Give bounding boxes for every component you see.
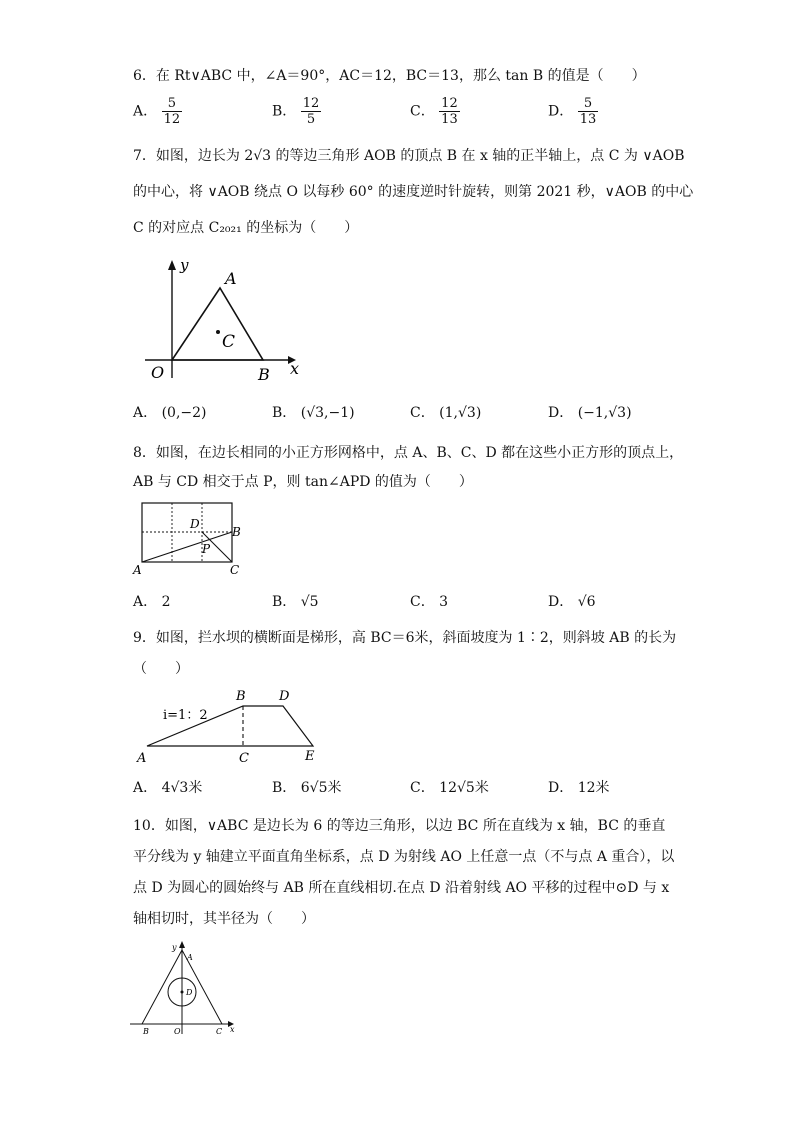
q7-b-label: B	[258, 365, 270, 384]
q8-option-c-label: C．	[410, 594, 435, 610]
q8-option-c[interactable]	[410, 592, 448, 612]
q8-option-b[interactable]	[272, 592, 319, 612]
q8-grid-border	[142, 503, 232, 562]
q7-option-b-label: B．	[272, 405, 297, 421]
q7-option-a-value: (0,−2)	[161, 405, 207, 421]
q9-option-b-label: B．	[272, 780, 297, 796]
q7-option-b-value: (√3,−1)	[300, 405, 355, 421]
q6-option-c-fraction: $\frac{12}{13}$	[441, 96, 458, 127]
q10-center-d	[181, 991, 184, 994]
q7-triangle-aob	[172, 288, 263, 360]
q10-d-label: D	[186, 988, 193, 997]
q8-option-d[interactable]	[548, 592, 596, 612]
q9-option-d-value: 12米	[577, 780, 610, 796]
q10-x-label: x	[230, 1025, 235, 1034]
q8-a-label: A	[133, 563, 142, 577]
q10-a-label: A	[187, 953, 193, 962]
q8-figure	[130, 498, 250, 578]
q8-option-a-value: 2	[161, 594, 171, 610]
q9-a-label: A	[137, 751, 147, 766]
q7-option-c[interactable]	[410, 403, 481, 423]
q6-option-a[interactable]	[133, 96, 182, 127]
q8-option-b-value: √5	[300, 594, 319, 610]
q9-figure	[133, 686, 333, 768]
q9-option-d[interactable]	[548, 778, 610, 798]
q10-b-label: B	[143, 1027, 149, 1036]
q10-y-arrow	[179, 941, 185, 948]
q9-option-d-label: D．	[548, 780, 574, 796]
q6-option-b-label: B．	[272, 103, 297, 120]
q7-option-d-label: D．	[548, 405, 574, 421]
q8-b-label: B	[232, 525, 241, 539]
q7-line-1: 7．如图，边长为 2√3 的等边三角形 AOB 的顶点 B 在 x 轴的正半轴上，点 C 为 ∨AOB	[133, 148, 685, 164]
q8-line-2: AB 与 CD 相交于点 P，则 tan∠APD 的值为（ ）	[133, 474, 473, 490]
q8-option-d-value: √6	[577, 594, 596, 610]
q9-line-2: （ ）	[133, 661, 189, 677]
q9-e-label: E	[305, 749, 315, 764]
q8-option-a[interactable]	[133, 592, 171, 612]
q7-figure	[140, 252, 310, 387]
q7-o-label: O	[151, 363, 165, 382]
q9-option-c-label: C．	[410, 780, 435, 796]
q9-c-label: C	[239, 751, 249, 766]
q6-option-b[interactable]	[272, 96, 321, 127]
q7-option-b[interactable]	[272, 403, 355, 423]
q9-option-c-value: 12√5米	[439, 780, 489, 796]
q10-line-3: 点 D 为圆心的圆始终与 AB 所在直线相切.在点 D 沿着射线 AO 平移的过程中⊙D 与 x	[133, 880, 670, 896]
q7-option-d[interactable]	[548, 403, 632, 423]
q9-option-a[interactable]	[133, 778, 202, 798]
q7-x-label: x	[290, 359, 300, 378]
q6-option-a-label: A．	[133, 103, 158, 120]
q8-option-b-label: B．	[272, 594, 297, 610]
q7-line-2: 的中心，将 ∨AOB 绕点 O 以每秒 60° 的速度逆时针旋转，则第 2021 秒，∨AOB 的中心	[133, 184, 694, 200]
q9-option-a-value: 4√3米	[161, 780, 203, 796]
q8-option-c-value: 3	[439, 594, 449, 610]
q10-line-4: 轴相切时，其半径为（ ）	[133, 911, 315, 927]
q9-option-b[interactable]	[272, 778, 342, 798]
q10-o-label: O	[174, 1027, 181, 1036]
q10-figure	[128, 938, 248, 1038]
q7-option-d-value: (−1,√3)	[577, 405, 632, 421]
q9-line-1: 9．如图，拦水坝的横断面是梯形，高 BC＝6米，斜面坡度为 1∶2，则斜坡 AB 的长为	[133, 630, 677, 646]
q7-y-arrow	[168, 260, 176, 270]
q7-y-label: y	[180, 256, 189, 274]
q9-b-label: B	[236, 689, 246, 704]
q7-a-label: A	[225, 269, 237, 288]
q10-y-label: y	[172, 943, 177, 952]
q9-d-label: D	[279, 689, 290, 704]
q9-slope-label: i=1：2	[163, 708, 208, 723]
q7-option-c-value: (1,√3)	[439, 405, 482, 421]
q10-line-1: 10．如图，∨ABC 是边长为 6 的等边三角形，以边 BC 所在直线为 x 轴，BC 的垂直	[133, 818, 666, 834]
q7-center-point	[216, 330, 220, 334]
q7-c-label: C	[222, 332, 236, 352]
q10-c-label: C	[216, 1027, 223, 1036]
q6-option-c[interactable]	[410, 96, 460, 127]
q6-option-b-fraction: $\frac{12}{5}$	[302, 96, 320, 127]
q7-option-a[interactable]	[133, 403, 207, 423]
q6-option-d[interactable]	[548, 96, 598, 127]
q10-line-2: 平分线为 y 轴建立平面直角坐标系，点 D 为射线 AO 上任意一点（不与点 A 重合），以	[133, 849, 675, 865]
q8-segment-ab	[142, 532, 232, 562]
q6-option-c-label: C．	[410, 103, 435, 120]
q7-option-c-label: C．	[410, 405, 435, 421]
q7-line-3: C 的对应点 C₂₀₂₁ 的坐标为（ ）	[133, 220, 359, 236]
q8-option-d-label: D．	[548, 594, 574, 610]
q9-option-c[interactable]	[410, 778, 489, 798]
q9-option-a-label: A．	[133, 780, 158, 796]
q8-option-a-label: A．	[133, 594, 158, 610]
q6-option-d-fraction: $\frac{5}{13}$	[579, 96, 597, 127]
q9-option-b-value: 6√5米	[300, 780, 342, 796]
q8-d-label: D	[190, 517, 200, 531]
q6-stem: 6．在 Rt∨ABC 中，∠A＝90°，AC＝12，BC＝13，那么 tan B 的值是（ ）	[133, 68, 646, 84]
q8-p-label: P	[202, 542, 211, 556]
q6-option-a-fraction: $\frac{5}{12}$	[163, 96, 181, 127]
q8-c-label: C	[230, 563, 240, 577]
q8-line-1: 8．如图，在边长相同的小正方形网格中，点 A、B、C、D 都在这些小正方形的顶点上，	[133, 445, 684, 461]
q6-option-d-label: D．	[548, 103, 574, 120]
q7-option-a-label: A．	[133, 405, 158, 421]
